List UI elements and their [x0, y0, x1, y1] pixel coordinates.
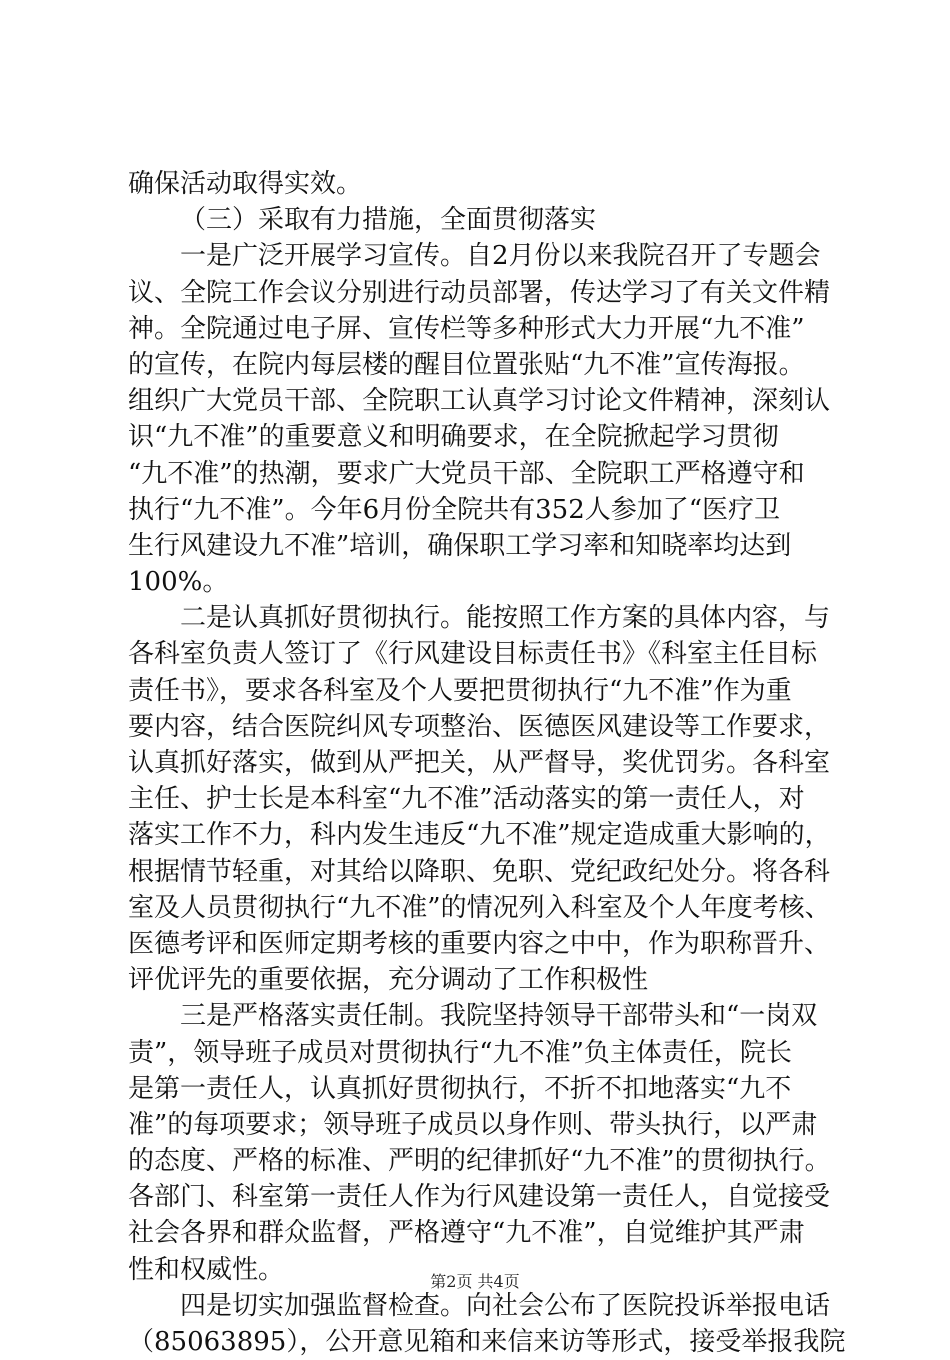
- text-line: （85063895），公开意见箱和来信来访等形式，接受举报我院: [128, 1327, 846, 1357]
- text-line: 责”，领导班子成员对贯彻执行“九不准”负主体责任，院长: [128, 1037, 792, 1068]
- text-line: 室及人员贯彻执行“九不准”的情况列入科室及个人年度考核、: [128, 892, 831, 923]
- text-line: 议、全院工作会议分别进行动员部署，传达学习了有关文件精: [128, 277, 831, 308]
- document-body: [128, 166, 844, 1360]
- text-line: 主任、护士长是本科室“九不准”活动落实的第一责任人，对: [128, 784, 805, 815]
- text-line: 三是严格落实责任制。我院坚持领导干部带头和“一岗双: [180, 1001, 818, 1032]
- text-line: 确保活动取得实效。: [128, 169, 363, 199]
- text-line: 一是广泛开展学习宣传。自2月份以来我院召开了专题会: [180, 241, 821, 272]
- text-line: 的态度、严格的标准、严明的纪律抓好“九不准”的贯彻执行。: [128, 1146, 831, 1177]
- text-line: 各科室负责人签订了《行风建设目标责任书》《科室主任目标: [128, 639, 818, 670]
- text-line: 100%。: [128, 567, 229, 598]
- page-footer: 第2页 共4页: [430, 1272, 520, 1291]
- text-line: 性和权威性。: [128, 1254, 285, 1285]
- text-line: 社会各界和群众监督，严格遵守“九不准”，自觉维护其严肃: [128, 1218, 805, 1249]
- text-line: 评优评先的重要依据，充分调动了工作积极性: [128, 965, 649, 996]
- text-line: 组织广大党员干部、全院职工认真学习讨论文件精神，深刻认: [128, 386, 831, 417]
- text-line: 神。全院通过电子屏、宣传栏等多种形式大力开展“九不准”: [128, 313, 805, 344]
- text-line: 准”的每项要求；领导班子成员以身作则、带头执行，以严肃: [128, 1109, 818, 1140]
- text-line: 的宣传，在院内每层楼的醒目位置张贴“九不准”宣传海报。: [128, 349, 805, 380]
- text-line: “九不准”的热潮，要求广大党员干部、全院职工严格遵守和: [128, 458, 805, 489]
- text-line: 生行风建设九不准”培训，确保职工学习率和知晓率均达到: [128, 530, 792, 561]
- text-line: 是第一责任人，认真抓好贯彻执行，不折不扣地落实“九不: [128, 1073, 792, 1104]
- text-line: （三）采取有力措施，全面贯彻落实: [180, 205, 597, 236]
- text-line: 责任书》，要求各科室及个人要把贯彻执行“九不准”作为重: [128, 675, 792, 706]
- text-line: 根据情节轻重，对其给以降职、免职、党纪政纪处分。将各科: [128, 856, 831, 887]
- text-line: 执行“九不准”。今年6月份全院共有352人参加了“医疗卫: [128, 494, 781, 525]
- text-line: 落实工作不力，科内发生违反“九不准”规定造成重大影响的，: [128, 820, 831, 851]
- text-line: 四是切实加强监督检查。向社会公布了医院投诉举报电话: [180, 1290, 831, 1321]
- text-line: 要内容，结合医院纠风专项整治、医德医风建设等工作要求，: [128, 711, 831, 742]
- text-line: 识“九不准”的重要意义和明确要求，在全院掀起学习贯彻: [128, 422, 779, 453]
- text-line: 二是认真抓好贯彻执行。能按照工作方案的具体内容，与: [180, 603, 831, 634]
- text-line: 认真抓好落实，做到从严把关，从严督导，奖优罚劣。各科室: [128, 748, 831, 778]
- text-line: 医德考评和医师定期考核的重要内容之中中，作为职称晋升、: [128, 928, 831, 959]
- text-line: 各部门、科室第一责任人作为行风建设第一责任人，自觉接受: [128, 1182, 831, 1213]
